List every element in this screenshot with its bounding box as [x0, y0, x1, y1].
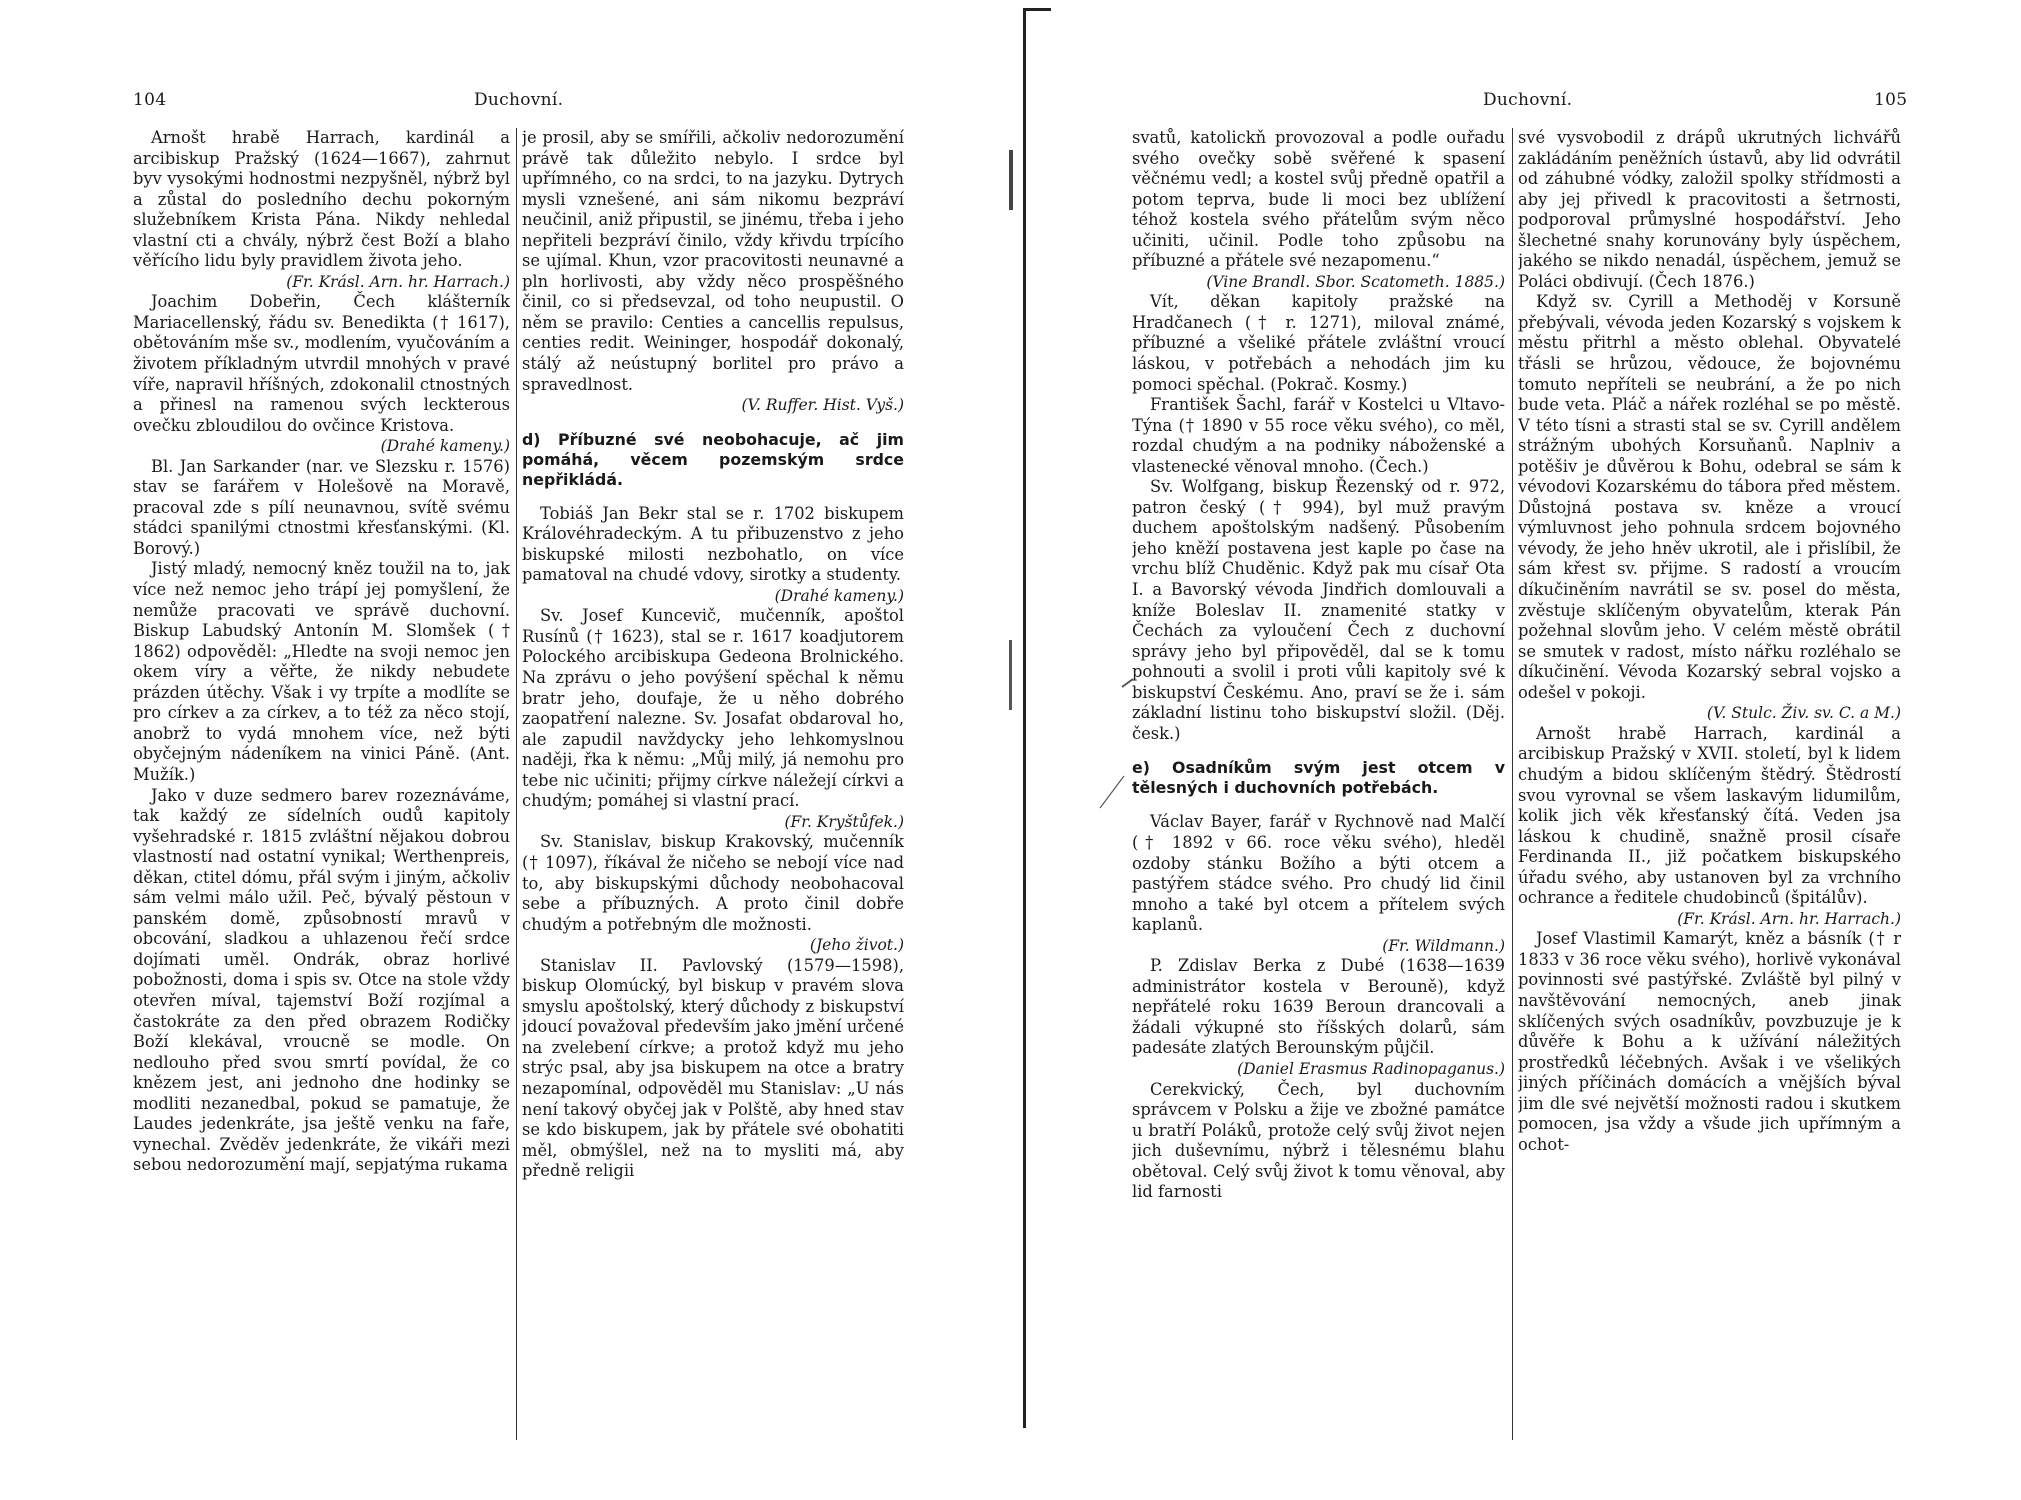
source-citation: (Fr. Kryštůfek.): [784, 812, 904, 831]
entry-bekr: Tobiáš Jan Bekr stal se r. 1702 biskupem Královéhradeckým. A tu přibuzenstvo z jeho biskupské milosti nezbohatlo, on více pamatoval na chudé vdovy, sirotky a studenty.: [522, 503, 904, 585]
source-citation: (Daniel Erasmus Radinopaganus.): [1237, 1059, 1505, 1078]
right-column-1: [1132, 128, 1505, 1458]
entry-bayer: Václav Bayer, farář v Rychnově nad Malčí († 1892 v 66. roce věku svého), hleděl ozdoby stánku Božího a býti otcem a pastýřem stádce svého. Pro chudý lid činil mnoho a také byl otcem a přítelem svých kaplanů.: [1132, 812, 1505, 935]
entry-harrach: Arnošt hrabě Harrach, kardinál a arcibiskup Pražský (1624—1667), zahrnut byv vysokými hodnostmi nezpyšněl, nýbrž byl a zůstal do posledního dechu pokorným služebníkem Krista Pána. Nikdy nehledal vlastní cti a chvály, nýbrž čest Boží a blaho věřícího lidu byly pravidlem života jeho.: [133, 128, 510, 271]
source-citation: (Fr. Krásl. Arn. hr. Harrach.): [286, 272, 510, 291]
source-citation: (Vine Brandl. Sbor. Scatometh. 1885.): [1206, 272, 1505, 291]
entry-cyrill: Když sv. Cyrill a Methoděj v Korsuně přebývali, vévoda jeden Kozarský s vojskem k městu přitrhl a město oblehal. Obyvatelé třásli se hrůzou, vědouce, že bojovnému tomuto nepříteli se neubrání, a že po nich bude veta. Pláč a nářek rozléhal se po městě. V této tísni a strasti stal se sv. Cyrill andělem strážným ubohých Korsuňanů. Naplniv a potěšiv je důvěrou k Bohu, odebral se sám k vévodovi Kozarskému do tábora před městem. Důstojná postava sv. kněze a vroucí výmluvnost jeho pohnula srdcem bojovného vévody, že jeho hněv ukrotil, ale i přislíbil, že sám křest sv. přijme. S radostí a vroucím díkučiněním navrátil se sv. posel do města, zvěstuje sklíčeným obyvatelům, kterak Pán požehnal slovům jeho. V celém městě obrátil se smutek v radost, místo nářku rozléhalo se díkučinění. Vévoda Kozarský sebral vojsko a odešel v pokoji.: [1518, 292, 1901, 702]
entry-harrach-2: Arnošt hrabě Harrach, kardinál a arcibiskup Pražský v XVII. století, byl k lidem chudým a bidou sklíčeným štědrý. Štědrostí svou vyrovnal se všem laskavým lidumilům, kolik jich věk křesťanský čítá. Veden jsa láskou k chudině, snažně prosil císaře Ferdinanda II., již počatkem biskupského úřadu svého, aby ustanoven byl za vrchního ochrance a ředitele chudobinců (špitálův).: [1518, 723, 1901, 908]
entry-stanislav: Sv. Stanislav, biskup Krakovský, mučenník († 1097), říkával že ničeho se nebojí více nad to, aby biskupskými důchody neobohacoval sebe a příbuzných. A proto činil dobře chudým a potřebným dle možnosti.: [522, 832, 904, 934]
entry-kuncevic: Sv. Josef Kuncevič, mučenník, apoštol Rusínů († 1623), stal se r. 1617 koadjutorem Polockého arcibiskupa Gedeona Brolnického. Na zprávu o jeho povýšení spěchal k němu bratr jeho, doufaje, že u něho dobrého zaopatření nalezne. Sv. Josafat obdaroval ho, ale zapudil navždycky jeho lehkomyslnou naději, řka k němu: „Můj milý, já nemohu pro tebe nic učiniti; přijmy církve náležejí církvi a chudým; pomáhej si vlastní prací.: [522, 606, 904, 811]
right-page: [1010, 0, 2021, 1500]
entry-pavlovsky: Stanislav II. Pavlovský (1579—1598), biskup Olomúcký, byl biskup v pravém slova smyslu apoštolský, který důchody z biskupství jdoucí považoval především jako jmění určené na zvelebení církve; a protož když mu jeho strýc psal, aby jsa biskupem na otce a bratry nezapomínal, odpověděl mu Stanislav: „U nás není takový obyčej jak v Polště, aby hned stav se kdo biskupem, jak by přátele své obohatiti měl, obmýšlel, než na to mysliti má, aby předně religii: [522, 955, 904, 1181]
section-heading-d: d) Příbuzné své neobohacuje, ač jim pomáhá, věcem pozemským srdce nepřikládá.: [522, 429, 904, 489]
column-divider: [516, 128, 517, 1440]
source-citation: (Drahé kameny.): [380, 437, 510, 456]
entry-wolfgang: Sv. Wolfgang, biskup Řezenský od r. 972, patron český († 994), byl muž pravým duchem apoštolským nadšený. Působením jeho kněží postavena jest kaple po čase na vrchu blíž Chuděnic. Když pak mu císař Ota I. a Bavorský vévoda Jindřich domlouvali a kníže Boleslav II. znamenité statky v Čechách za vyloučení Čech z duchovní správy jeho byl připověděl, dal se k tomu pohnouti a svolil i proti vůli kapitoly své k biskupství Českému. Ano, praví se že i. sám základní listinu toho biskupství složil. (Děj. česk.): [1132, 477, 1505, 743]
running-head-right: Duchovní.: [1483, 90, 1573, 110]
entry-kamaryt: Josef Vlastimil Kamarýt, kněz a básník († r 1833 v 36 roce věku svého), horlivě vykonával povinnosti své pastýřské. Zvláště byl pilný v navštěvování nemocných, aneb jinak sklíčených svých osadníkův, povzbuzuje je k důvěře k Bohu a k užívání náležitých prostředků léčebných. Avšak i ve všelikých jiných příčinách domácích a vnějších býval jim dle své největší možnosti radou i skutkem pomocen, jsa vždy a všude jich upřímným a ochot-: [1518, 929, 1901, 1154]
entry-continuation: svatů, katolickň provozoval a podle ouřadu svého ovečky sobě svěřené k spasení věčnému vedl; a kostel svůj předně opatřil a potom teprva, bude li moci bez ublížení téhož kostela svého přátelům svým něco učiniti, učinil. Podle toho způsobu na příbuzné a přátele své nezapomenu.“: [1132, 128, 1505, 271]
left-column-2: [522, 128, 904, 1458]
entry-slomsek: Jistý mladý, nemocný kněz toužil na to, jak více než nemoc jeho trápí jej pomyšlení, že nemůže pracovati ve správě duchovní. Biskup Labudský Antonín M. Slomšek († 1862) odpověděl: „Hledte na svoji nemoc jen okem víry a věřte, že nikdy nebudete prázden útěchy. Však i vy trpíte a modlíte se pro církev a za církev, a to též za něco stojí, anobrž to vydá mnohem více, než býti obyčejným nádeníkem na vinici Páně. (Ant. Mužík.): [133, 559, 510, 784]
entry-vit: Vít, děkan kapitoly pražské na Hradčanech († r. 1271), miloval známé, příbuzné a všeliké přátele zvláštní vroucí láskou, v potřebách a nehodách jim ku pomoci spěchal. (Pokrač. Kosmy.): [1132, 292, 1505, 394]
entry-sachl: František Šachl, farář v Kostelci u Vltavo-Týna († 1890 v 55 roce věku svého), co měl, rozdal chudým a na podniky náboženské a vlastenecké věnoval mnoho. (Čech.): [1132, 395, 1505, 476]
source-citation: (Jeho život.): [809, 936, 904, 955]
source-citation: (Fr. Wildmann.): [1382, 936, 1505, 955]
right-column-2: [1518, 128, 1901, 1458]
source-citation: (Drahé kameny.): [774, 586, 904, 605]
left-page: [0, 0, 1010, 1500]
source-citation: (Fr. Krásl. Arn. hr. Harrach.): [1677, 909, 1901, 928]
entry-sarkander: Bl. Jan Sarkander (nar. ve Slezsku r. 1576) stav se farářem v Holešově na Moravě, pracoval zde s pílí neunavnou, svítě svému stádci spanilými ctnostmi křesťanskými. (Kl. Borový.): [133, 456, 510, 558]
page-number-right: 105: [1874, 90, 1908, 110]
page-number-left: 104: [133, 90, 167, 110]
source-citation: (V. Stulc. Živ. sv. C. a M.): [1706, 704, 1901, 723]
entry-doberin: Joachim Dobeřin, Čech klášterník Mariacellenský, řádu sv. Benedikta († 1617), obětováním mše sv., modlením, vyučováním a životem příkladným utvrdil mnohých v pravé víře, napravil hříšných, zdokonalil ctnostných a přinesl na ramenou svých leckterous ovečku zbloudilou do ovčince Kristova.: [133, 292, 510, 435]
section-heading-e: e) Osadníkům svým jest otcem v tělesných i duchovních potřebách.: [1132, 758, 1505, 798]
entry-cerekvicky: Cerekvický, Čech, byl duchovním správcem v Polsku a žije ve zbožné památce u bratří Poláků, protože celý svůj život nejen jich duševnímu, nýbrž i tělesnému blahu obětoval. Celý svůj život k tomu věnoval, aby lid farnosti: [1132, 1079, 1505, 1202]
column-divider: [1512, 128, 1513, 1440]
entry-berka: P. Zdislav Berka z Dubé (1638—1639 administrátor kostela v Berouně), když nepřátelé roku 1639 Beroun drancovali a žádali výkupné sto říšských dolarů, sám padesáte zlatých Berounským půjčil.: [1132, 956, 1505, 1058]
source-citation: (V. Ruffer. Hist. Vyš.): [741, 396, 904, 415]
entry-continuation: své vysvobodil z drápů ukrutných lichvářů zakládáním peněžních ústavů, aby lid odvrátil od záhubné vódky, založil spolky střídmosti a aby jej přivedl k pracovitosti a šetrnosti, podporoval průmyslné hospodářství. Jeho šlechetné snahy korunovány byly úspěchem, jakého se nikdo nenadál, úspěchem, jemuž se Poláci obdivují. (Čech 1876.): [1518, 128, 1901, 291]
entry-continuation: je prosil, aby se smířili, ačkoliv nedorozumění právě tak důležito nebylo. I srdce byl upřímného, co na srdci, to na jazyku. Dytrych mysli vznešené, ani sám nikomu bezpráví neučinil, aniž připustil, se jinému, třeba i jeho nepřiteli bezpráví činilo, vždy křivdu trpícího se ujímal. Khun, vzor pracovitosti neunavné a pln horlivosti, aby vždy něco prospěšného činil, co si předsevzal, od toho neupustil. O něm se pravilo: Centies a cancellis repulsus, centies redit. Weininger, hospodář dokonalý, stálý až neústupný borlitel pro právo a spravedlnost.: [522, 128, 904, 394]
left-column-1: [133, 128, 510, 1458]
entry-vysehrad: Jako v duze sedmero barev rozeznáváme, tak každý ze sídelních oudů kapitoly vyšehradské r. 1815 zvláštní nějakou dobrou vlastností nad ostatní vynikal; Werthenpreis, děkan, ctitel dómu, přál svým i jiným, ačkoliv sám velmi málo užil. Peč, bývalý pěstoun v panském domě, způsobností mravů v obcování, sladkou a uhlazenou řečí srdce dojímati uměl. Ondrák, obraz horlivé pobožnosti, doma i spis sv. Otce na stole vždy otevřen míval, tajemství Boží rozjímal a častokráte za den před obrazem Rodičky Boží klekával, vroucně se modle. On nedlouho před svou smrtí povídal, že co knězem jest, ani jednoho dne hodinky se modliti nezanedbal, pokud se pamatuje, že Laudes jedenkráte, jsa ještě venku na faře, vynechal. Zvěděv jedenkráte, že vikáři mezi sebou nedorozumění mají, sepjatýma rukama: [133, 785, 510, 1175]
running-head-left: Duchovní.: [474, 90, 564, 110]
